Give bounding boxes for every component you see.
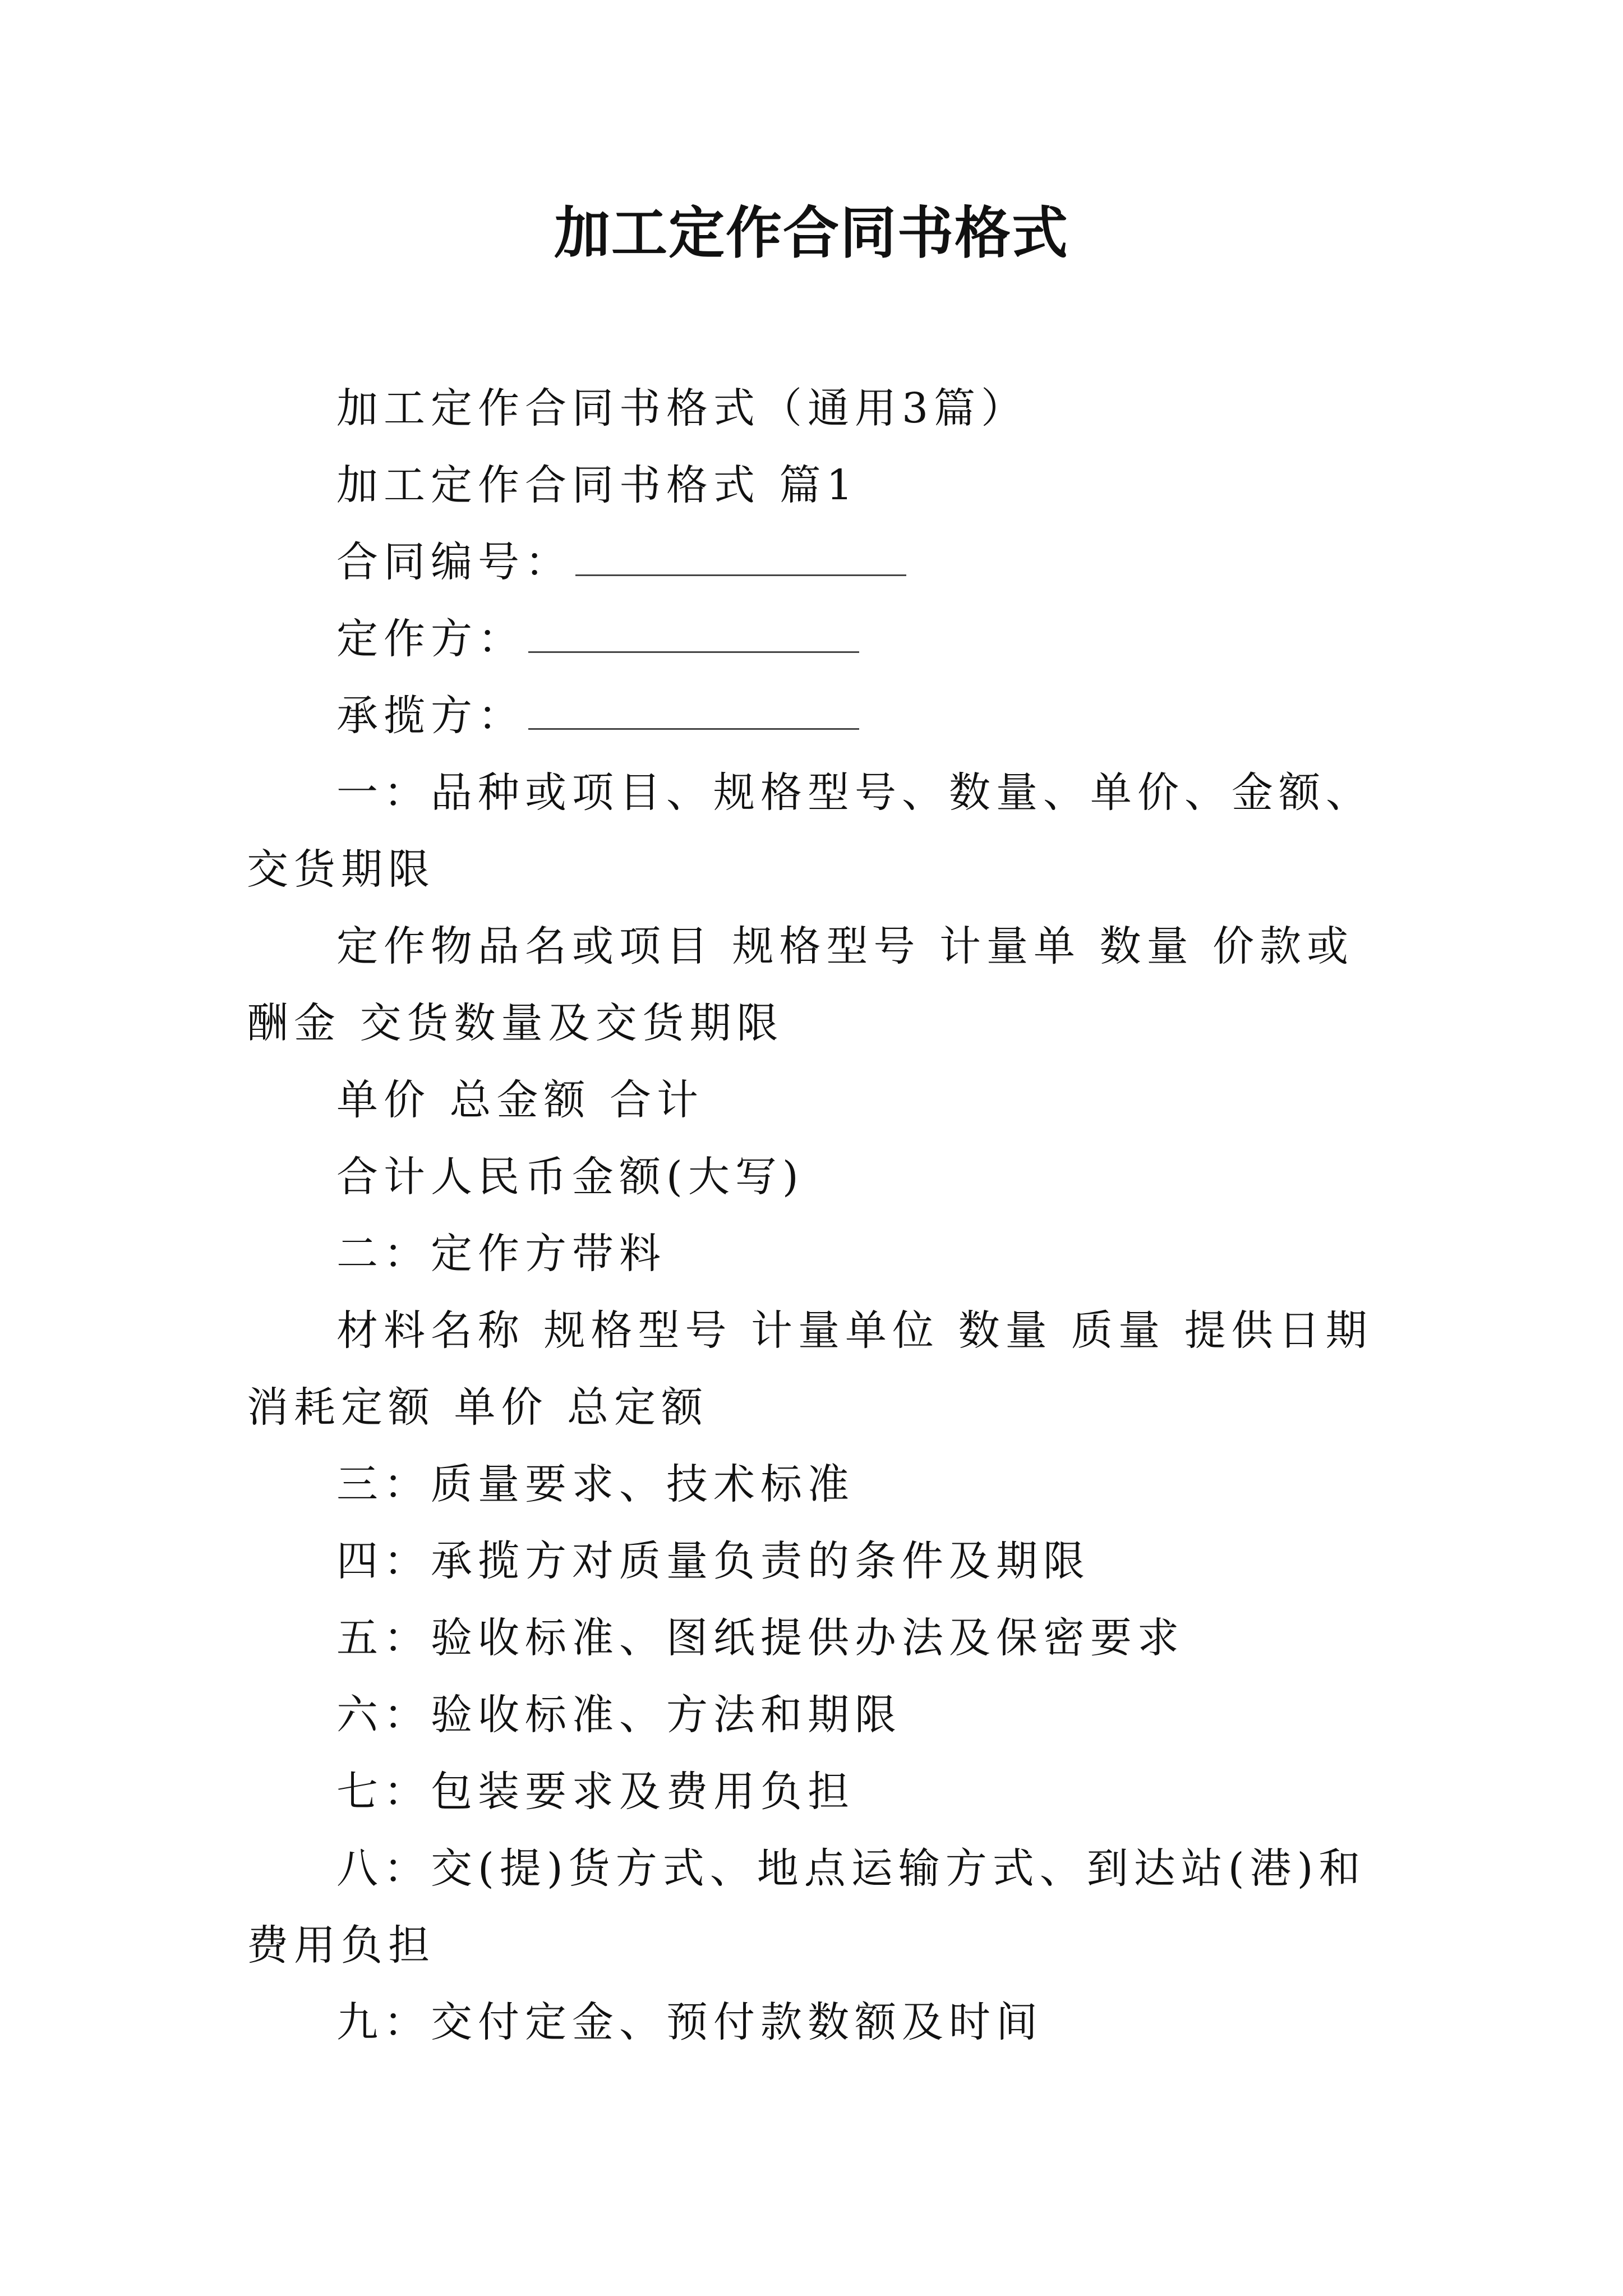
- paragraph-13: 九：交付定金、预付款数额及时间: [336, 1998, 1043, 2046]
- contract-number-field: [247, 524, 1380, 601]
- contract-number-blank: [575, 542, 906, 576]
- section-heading: 加工定作合同书格式 篇1: [336, 461, 859, 509]
- paragraph-5: 二：定作方带料: [336, 1230, 666, 1278]
- paragraph-3: 单价 总金额 合计: [336, 1076, 704, 1124]
- paragraph-11: 七：包装要求及费用负担: [336, 1768, 855, 1816]
- contract-number-label: 合同编号：: [336, 538, 572, 586]
- paragraph-4: 合计人民币金额(大写): [336, 1153, 804, 1201]
- contractor-label: 承揽方：: [336, 692, 525, 740]
- paragraph-7: 三：质量要求、技术标准: [336, 1460, 855, 1508]
- paragraph-9: 五：验收标准、图纸提供办法及保密要求: [336, 1614, 1184, 1662]
- paragraph-8: 四：承揽方对质量负责的条件及期限: [336, 1537, 1090, 1585]
- paragraph-2: 定作物品名或项目 规格型号 计量单 数量 价款或酬金 交货数量及交货期限: [247, 922, 1354, 1047]
- orderer-field: [247, 601, 1380, 678]
- document-subtitle: 加工定作合同书格式（通用3篇）: [336, 384, 1029, 432]
- orderer-blank: [528, 619, 859, 653]
- document-title: 加工定作合同书格式: [554, 200, 1069, 266]
- contractor-field: [247, 678, 1380, 754]
- paragraph-10: 六：验收标准、方法和期限: [336, 1691, 902, 1739]
- contractor-blank: [528, 696, 859, 730]
- orderer-label: 定作方：: [336, 615, 525, 663]
- paragraph-1: 一：品种或项目、规格型号、数量、单价、金额、交货期限: [247, 769, 1373, 894]
- paragraph-6: 材料名称 规格型号 计量单位 数量 质量 提供日期消耗定额 单价 总定额: [247, 1306, 1373, 1432]
- document-body: [247, 370, 1380, 2061]
- paragraph-12: 八：交(提)货方式、地点运输方式、到达站(港)和费用负担: [247, 1844, 1366, 1970]
